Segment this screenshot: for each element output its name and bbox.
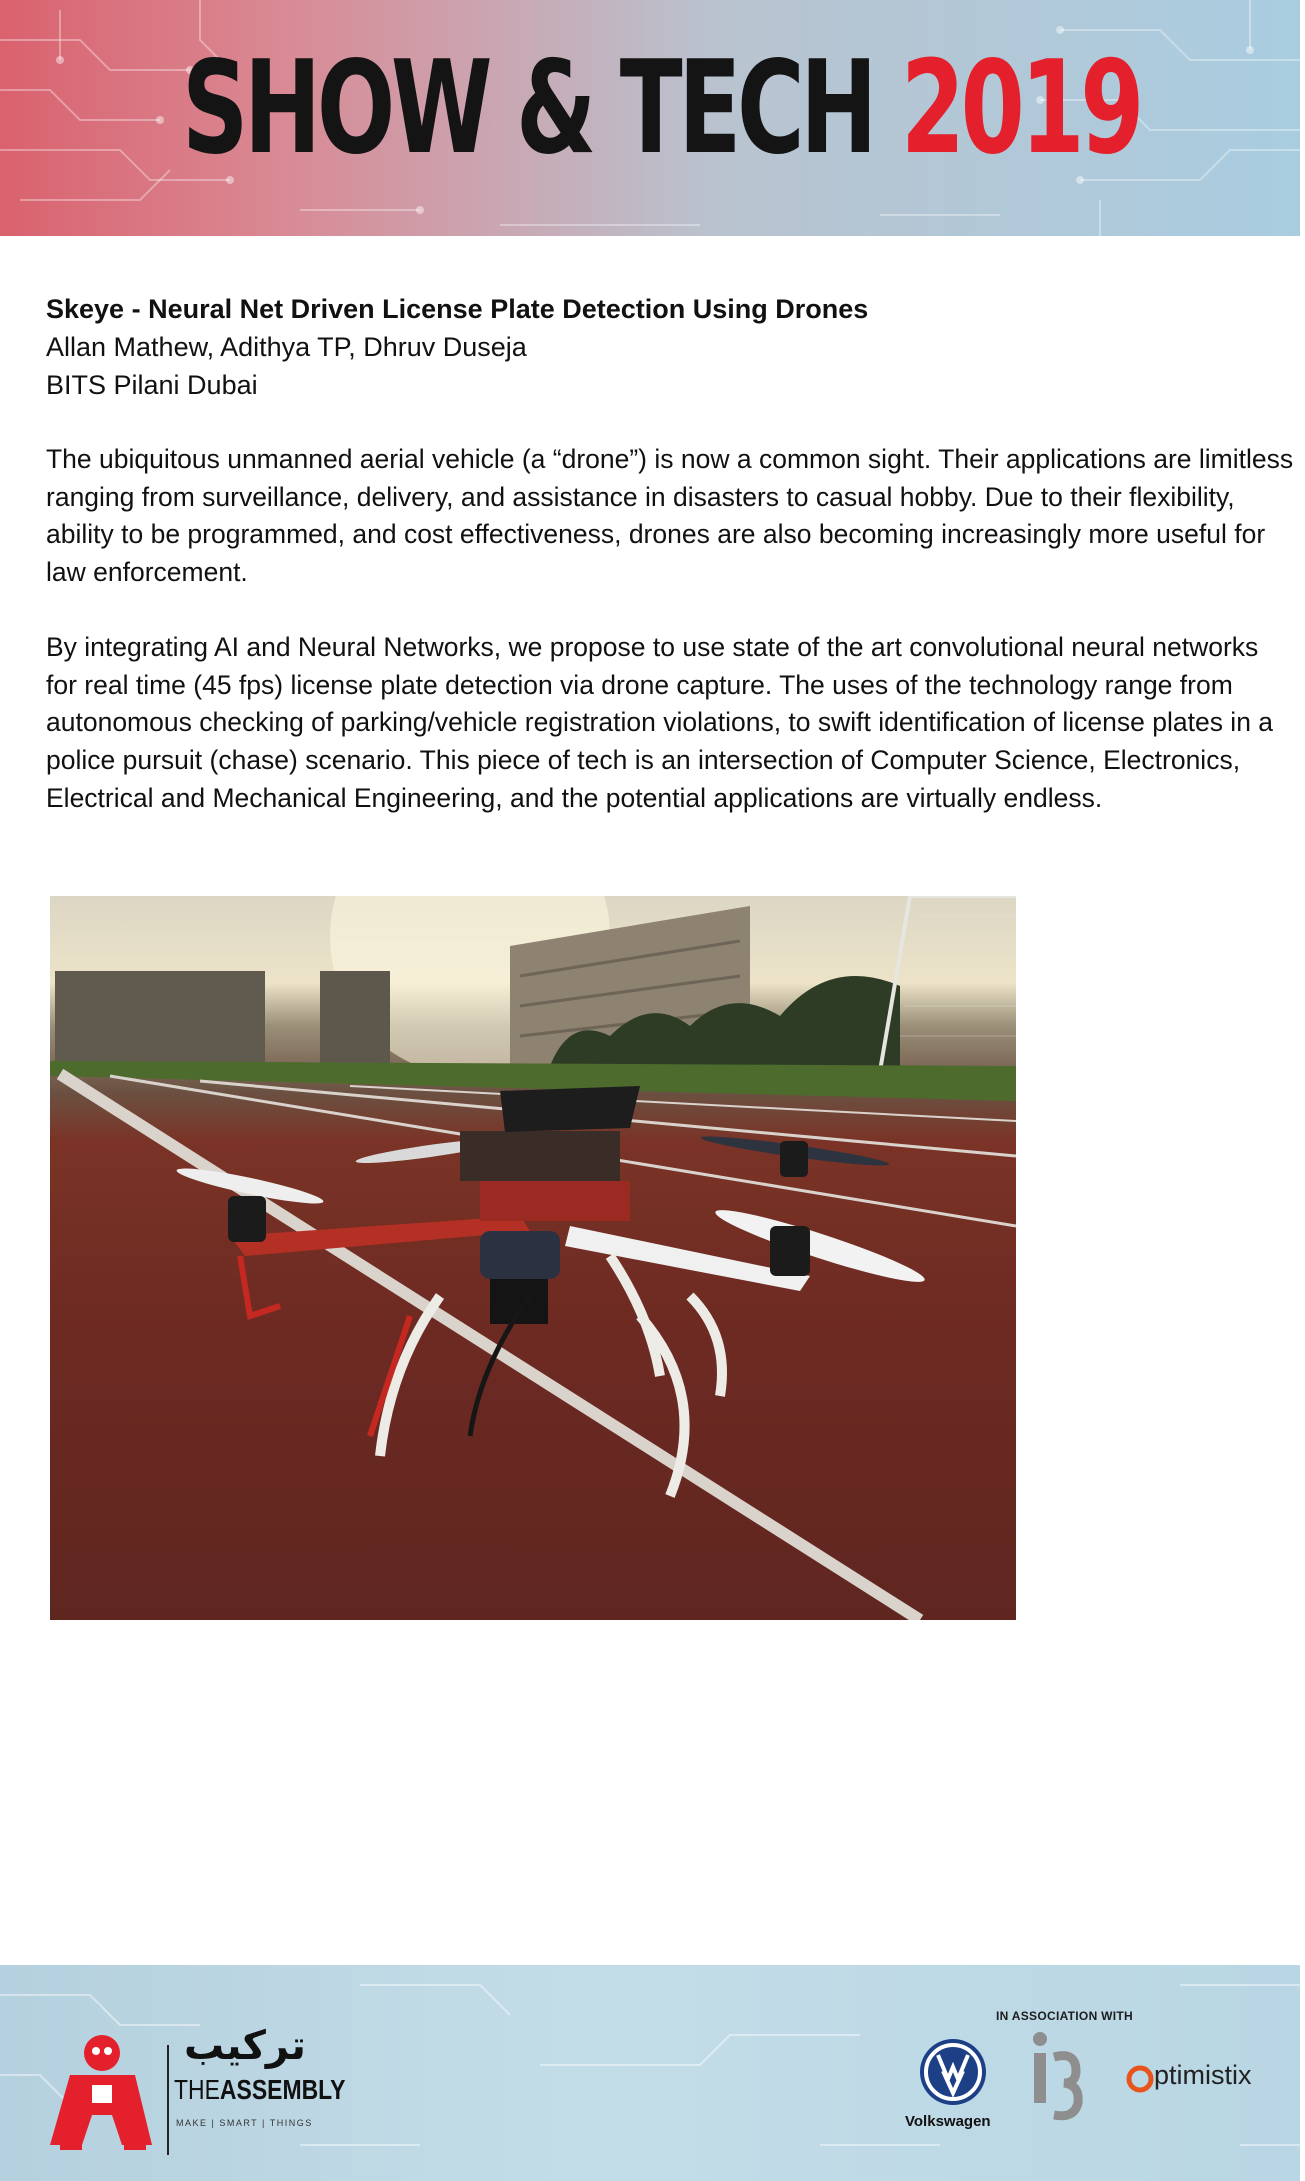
optimistix-label-text: ptimistix (1154, 2060, 1252, 2090)
optimistix-label (1154, 2060, 1252, 2091)
event-title (181, 34, 1141, 184)
i3-logo-icon (1028, 2027, 1088, 2127)
optimistix-logo-icon (1126, 2065, 1154, 2093)
abstract-content (46, 290, 1296, 817)
assembly-tagline: MAKE | SMART | THINGS (176, 2118, 313, 2128)
volkswagen-label: Volkswagen (905, 2113, 991, 2130)
institution: BITS Pilani Dubai (46, 370, 258, 400)
drone-photo-illustration (50, 896, 1016, 1620)
header-banner (0, 0, 1300, 236)
project-title: Skeye - Neural Net Driven License Plate Detection Using Drones (46, 294, 869, 324)
event-title-year: 2019 (900, 34, 1141, 183)
drone (175, 1086, 928, 1496)
event-title-words: SHOW & TECH (181, 34, 874, 183)
paragraph-proposal: By integrating AI and Neural Networks, we propose to use state of the art convolutional neural networks for real time (45 fps) license plate detection via drone capture. The uses of the technology range from autonomous checking of parking/vehicle registration violations, to swift identification of license plates in a police pursuit (chase) scenario. This piece of tech is an intersection of Computer Science, Electronics, Electrical and Mechanical Engineering, and the potential applications are virtually endless. (46, 631, 1274, 813)
drone-photo (50, 896, 1016, 1620)
volkswagen-logo-icon (918, 2037, 988, 2107)
footer-banner (0, 1965, 1300, 2181)
assembly-name (174, 2073, 345, 2107)
authors: Allan Mathew, Adithya TP, Dhruv Duseja (46, 332, 527, 362)
assembly-name-light: THE (174, 2074, 220, 2105)
association-label: IN ASSOCIATION WITH (996, 2009, 1134, 2023)
assembly-name-bold: ASSEMBLY (219, 2074, 346, 2105)
paragraph-intro: The ubiquitous unmanned aerial vehicle (a “drone”) is now a common sight. Their applications are limitless ranging from surveillance, delivery, and assistance in disasters to casual hobby. Due to their flexibility, ability to be programmed, and cost effectiveness, drones are also becoming increasingly more useful for law enforcement. (46, 444, 1294, 588)
assembly-arabic-name: تركيب (184, 2023, 306, 2069)
